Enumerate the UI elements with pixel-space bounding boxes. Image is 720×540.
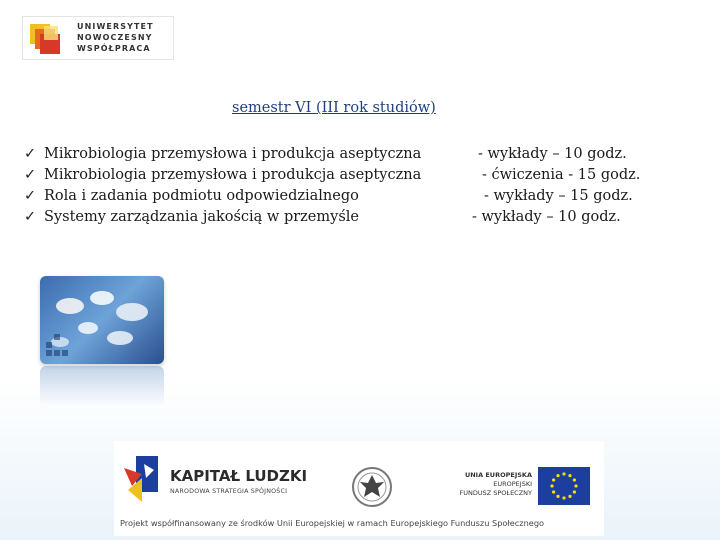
kapital-ludzki-subtitle: NARODOWA STRATEGIA SPÓJNOŚCI	[170, 488, 288, 495]
course-hours: - ćwiczenia - 15 godz.	[482, 167, 641, 183]
checkmark-icon: ✓	[24, 146, 37, 162]
university-logo	[22, 16, 174, 60]
funding-banner	[114, 441, 604, 536]
eagle-emblem-icon	[352, 465, 392, 509]
course-name: Mikrobiologia przemysłowa i produkcja aseptyczna	[44, 146, 422, 162]
eu-text-block	[452, 471, 532, 498]
course-name: Rola i zadania podmiotu odpowiedzialnego	[44, 188, 359, 204]
course-hours: - wykłady – 10 godz.	[472, 209, 621, 225]
kapital-ludzki-logo-icon	[124, 456, 158, 508]
eu-line-3: FUNDUSZ SPOŁECZNY	[459, 489, 532, 497]
eu-flag-icon	[538, 467, 590, 505]
course-hours: - wykłady – 10 godz.	[478, 146, 627, 162]
pills-image	[40, 276, 164, 364]
course-hours: - wykłady – 15 godz.	[484, 188, 633, 204]
logo-line-3: WSPÓŁPRACA	[77, 44, 151, 53]
course-name: Systemy zarządzania jakością w przemyśle	[44, 209, 359, 225]
logo-text	[77, 21, 154, 54]
course-name: Mikrobiologia przemysłowa i produkcja aseptyczna	[44, 167, 422, 183]
eu-line-1: UNIA EUROPEJSKA	[464, 471, 532, 479]
funding-footer: Projekt współfinansowany ze środków Unii Europejskiej w ramach Europejskiego Funduszu Społecznego	[120, 518, 545, 528]
checkmark-icon: ✓	[24, 188, 37, 204]
logo-squares-icon	[28, 20, 68, 58]
eu-line-2: EUROPEJSKI	[493, 480, 532, 488]
checkmark-icon: ✓	[24, 209, 37, 225]
logo-line-1: UNIWERSYTET	[77, 22, 154, 31]
illustration-reflection	[40, 366, 164, 406]
kapital-ludzki-title: KAPITAŁ LUDZKI	[170, 467, 308, 485]
checkmark-icon: ✓	[24, 167, 37, 183]
semester-title: semestr VI (III rok studiów)	[232, 100, 436, 116]
pills-illustration	[40, 276, 164, 364]
logo-line-2: NOWOCZESNY	[77, 33, 153, 42]
